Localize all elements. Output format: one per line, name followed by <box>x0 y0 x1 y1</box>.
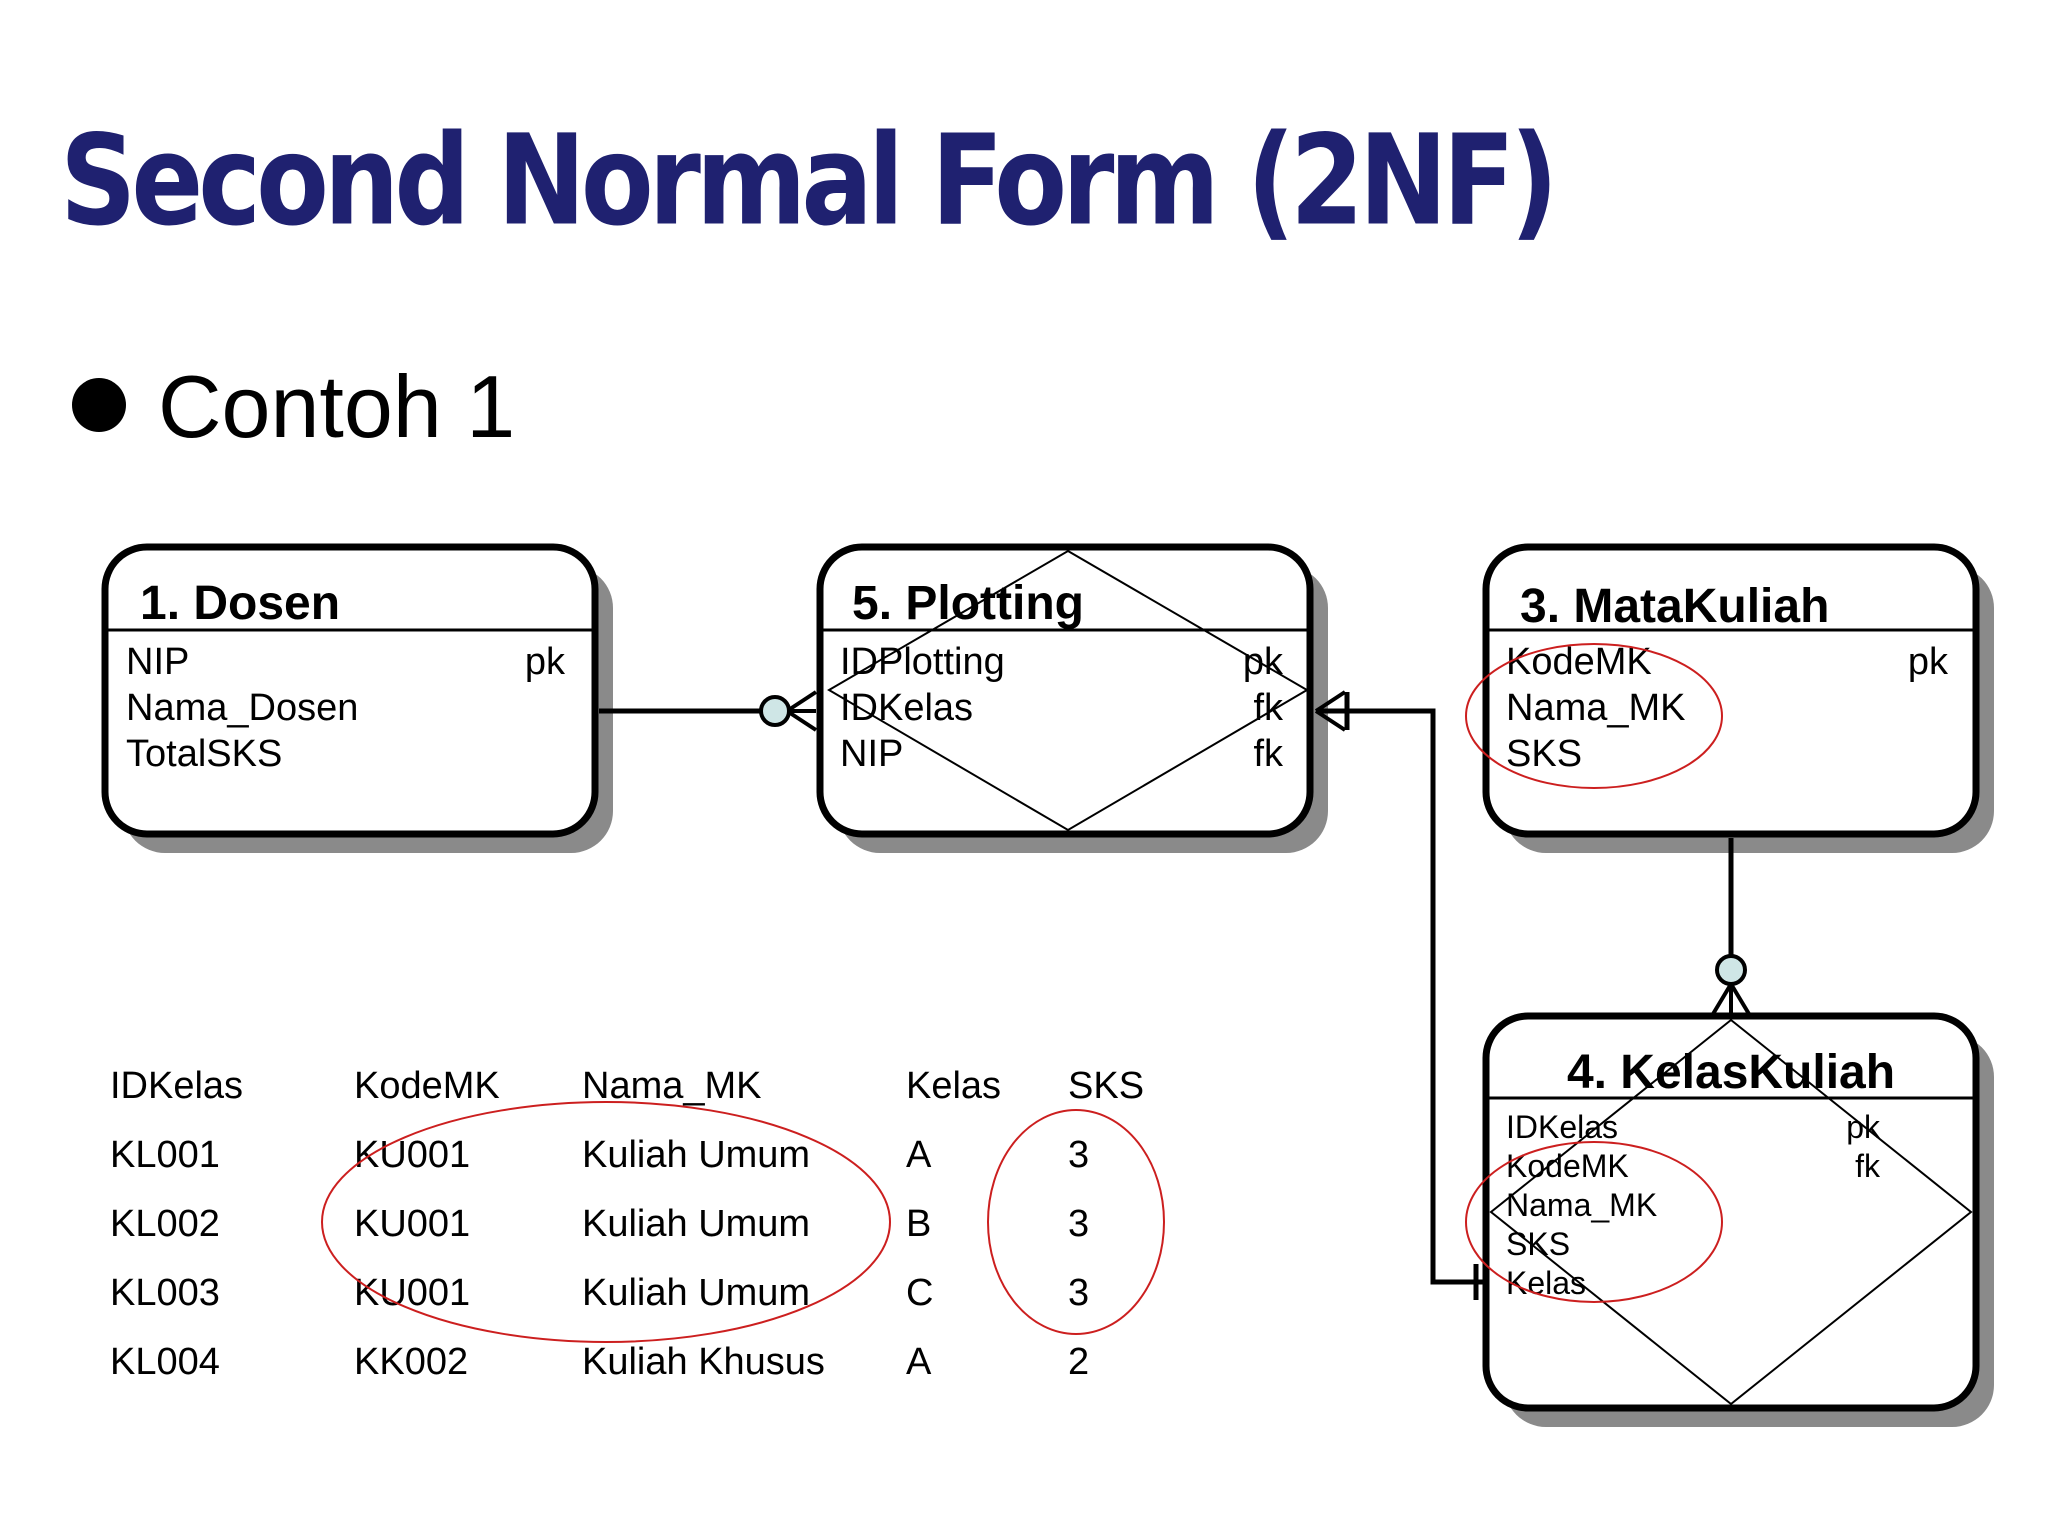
table-header-cell: KodeMK <box>354 1065 500 1107</box>
attr-key: pk <box>1846 1109 1880 1145</box>
table-cell: KK002 <box>354 1341 469 1383</box>
table-cell: KL001 <box>110 1134 220 1176</box>
entity-title: 1. Dosen <box>140 577 341 630</box>
table-cell: B <box>906 1203 932 1245</box>
attr-name: IDPlotting <box>840 641 1005 683</box>
optional-circle <box>761 697 789 725</box>
attr-name: Nama_MK <box>1506 1187 1658 1223</box>
table-cell: Kuliah Umum <box>582 1203 811 1245</box>
table-header-cell: Nama_MK <box>582 1065 762 1107</box>
table-cell: A <box>906 1341 932 1383</box>
table-header-cell: IDKelas <box>110 1065 244 1107</box>
table-cell: KU001 <box>354 1203 471 1245</box>
attr-name: Nama_MK <box>1506 687 1686 729</box>
optional-circle <box>1717 956 1745 984</box>
table-cell: Kuliah Khusus <box>582 1341 825 1383</box>
entity-plotting <box>820 547 1328 853</box>
table-cell: KL002 <box>110 1203 220 1245</box>
table-header-cell: Kelas <box>906 1065 1002 1107</box>
attr-name: KodeMK <box>1506 641 1652 683</box>
entity-title: 3. MataKuliah <box>1520 580 1830 633</box>
table-cell: KL003 <box>110 1272 220 1314</box>
entity-title: 4. KelasKuliah <box>1566 1046 1896 1099</box>
attr-key: pk <box>1907 641 1948 683</box>
attr-name: Nama_Dosen <box>126 687 359 729</box>
entity-title: 5. Plotting <box>852 577 1084 630</box>
attr-name: IDKelas <box>1506 1109 1619 1145</box>
entity-kelaskuliah <box>1466 1016 1994 1427</box>
table-cell: KU001 <box>354 1272 471 1314</box>
relationship-plotting-kelaskuliah <box>1316 692 1486 1300</box>
relationship-matakuliah-kelaskuliah <box>1713 838 1749 1014</box>
table-cell: C <box>906 1272 934 1314</box>
entity-dosen <box>105 547 613 853</box>
table-cell: A <box>906 1134 932 1176</box>
attr-name: NIP <box>840 733 904 775</box>
attr-name: NIP <box>126 641 190 683</box>
table-cell: 3 <box>1068 1272 1090 1314</box>
attr-key: fk <box>1855 1148 1880 1184</box>
relationship-dosen-plotting <box>599 692 816 730</box>
table-cell: KU001 <box>354 1134 471 1176</box>
table-header-cell: SKS <box>1068 1065 1145 1107</box>
sample-data-table <box>110 1065 1164 1383</box>
attr-key: fk <box>1253 687 1283 729</box>
attr-name: SKS <box>1506 733 1583 775</box>
attr-name: SKS <box>1506 1226 1571 1262</box>
attr-name: Kelas <box>1506 1265 1587 1301</box>
bullet-text: Contoh 1 <box>158 357 516 456</box>
table-cell: Kuliah Umum <box>582 1134 811 1176</box>
table-cell: 3 <box>1068 1134 1090 1176</box>
table-cell: KL004 <box>110 1341 220 1383</box>
attr-name: IDKelas <box>840 687 974 729</box>
table-cell: 2 <box>1068 1341 1090 1383</box>
slide-title: Second Normal Form (2NF) <box>60 108 1554 254</box>
entity-matakuliah <box>1466 547 1994 853</box>
table-cell: Kuliah Umum <box>582 1272 811 1314</box>
attr-name: KodeMK <box>1506 1148 1629 1184</box>
attr-key: pk <box>524 641 565 683</box>
attr-key: fk <box>1253 733 1283 775</box>
attr-key: pk <box>1242 641 1283 683</box>
table-cell: 3 <box>1068 1203 1090 1245</box>
attr-name: TotalSKS <box>126 733 283 775</box>
